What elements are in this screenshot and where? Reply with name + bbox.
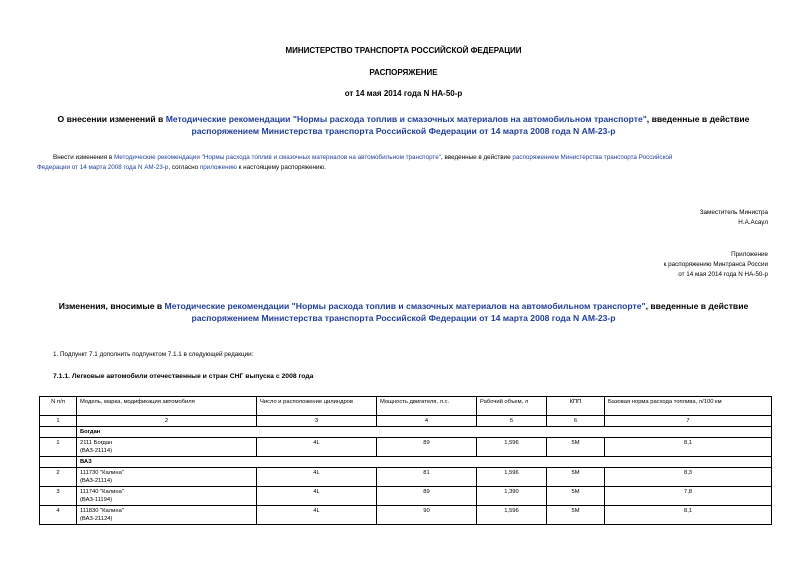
cell-power: 81 (377, 468, 477, 487)
model-code: (ВАЗ-21124) (80, 516, 113, 522)
cell-n: 4 (40, 506, 77, 525)
model-name: 111830 "Калина" (80, 508, 124, 514)
cell-cylinders: 4L (257, 506, 377, 525)
title-mid: , введенные в действие (646, 114, 750, 124)
appendix-block (468, 250, 768, 280)
cell-cylinders: 4L (257, 438, 377, 457)
appendix-title (0, 300, 807, 324)
document-title (0, 113, 807, 137)
cell-gearbox: 5М (547, 468, 605, 487)
appendix-title-mid: , введенные в действие (645, 301, 749, 311)
group-spacer (40, 457, 77, 468)
fuel-norms-table (39, 396, 772, 525)
clause-text: 1. Подпункт 7.1 дополнить подпунктом 7.1.1 в следующей редакции: (53, 351, 254, 358)
cell-gearbox: 5М (547, 506, 605, 525)
cell-volume: 1,596 (477, 438, 547, 457)
main-paragraph (37, 153, 777, 173)
cell-model (77, 506, 257, 525)
model-code: (ВАЗ-21114) (80, 448, 113, 454)
guidelines-link[interactable]: Методические рекомендации "Нормы расхода топлив и смазочных материалов на автомобильном транспорте" (165, 114, 647, 124)
col-header-n: N п/п (40, 397, 77, 416)
model-code: (ВАЗ-21114) (80, 478, 113, 484)
cell-norm: 8,1 (605, 438, 772, 457)
model-name: 111730 "Калина" (80, 470, 124, 476)
col-number: 4 (377, 416, 477, 427)
table-row (40, 468, 772, 487)
signature-block (468, 208, 768, 228)
col-number: 2 (77, 416, 257, 427)
cell-cylinders: 4L (257, 487, 377, 506)
cell-volume: 1,596 (477, 468, 547, 487)
paragraph-mid: , введенные в действие (441, 154, 513, 161)
paragraph-prefix: Внести изменения в (53, 154, 114, 161)
appendix-line3: от 14 мая 2014 года N НА-50-р (678, 271, 768, 278)
document-date: от 14 мая 2014 года N НА-50-р (344, 89, 463, 98)
col-number: 3 (257, 416, 377, 427)
table-row (40, 438, 772, 457)
paragraph-order-link-b[interactable]: Федерации от 14 марта 2008 года N АМ-23-р (37, 164, 169, 171)
col-number: 7 (605, 416, 772, 427)
cell-norm: 7,8 (605, 487, 772, 506)
cell-n: 1 (40, 438, 77, 457)
col-header-volume: Рабочий объем, л (477, 397, 547, 416)
cell-power: 89 (377, 487, 477, 506)
model-name: 111740 "Калина" (80, 489, 124, 495)
appendix-order-link[interactable]: распоряжением Министерства транспорта Российской Федерации от 14 марта 2008 года N АМ-23-р (191, 313, 616, 323)
table-group-row (40, 427, 772, 438)
order-link[interactable]: распоряжением Министерства транспорта Российской Федерации от 14 марта 2008 года N АМ-23-р (191, 126, 616, 136)
cell-norm: 8,3 (605, 468, 772, 487)
cell-gearbox: 5М (547, 487, 605, 506)
title-prefix: О внесении изменений в (57, 114, 166, 124)
appendix-guidelines-link[interactable]: Методические рекомендации "Нормы расхода топлив и смазочных материалов на автомобильном транспорте" (164, 301, 646, 311)
cell-volume: 1,390 (477, 487, 547, 506)
group-label-bogdan: Богдан (77, 427, 772, 438)
cell-model (77, 468, 257, 487)
paragraph-mid2: , согласно (168, 164, 200, 171)
appendix-title-prefix: Изменения, вносимые в (58, 301, 165, 311)
paragraph-suffix: к настоящему распоряжению. (236, 164, 326, 171)
signature-name: Н.А.Асаул (738, 219, 768, 226)
col-number: 5 (477, 416, 547, 427)
cell-model (77, 487, 257, 506)
group-spacer (40, 427, 77, 438)
table-group-row (40, 457, 772, 468)
cell-cylinders: 4L (257, 468, 377, 487)
col-number: 1 (40, 416, 77, 427)
cell-gearbox: 5М (547, 438, 605, 457)
appendix-label: Приложение (731, 251, 768, 258)
model-name: 2111 Богдан (80, 440, 113, 446)
cell-n: 3 (40, 487, 77, 506)
paragraph-order-link-a[interactable]: распоряжением Министерства транспорта Российской (512, 154, 673, 161)
col-header-norm: Базовая норма расхода топлива, л/100 км (605, 397, 772, 416)
group-label-vaz: ВАЗ (77, 457, 772, 468)
table-row (40, 506, 772, 525)
table-number-row (40, 416, 772, 427)
col-header-model: Модель, марка, модификация автомобиля (77, 397, 257, 416)
signature-position: Заместитель Министра (699, 209, 768, 216)
table-header-row (40, 397, 772, 416)
subclause-heading: 7.1.1. Легковые автомобили отечественные и стран СНГ выпуска с 2008 года (53, 373, 314, 380)
model-code: (ВАЗ-11194) (80, 497, 113, 503)
appendix-link[interactable]: приложению (199, 164, 237, 171)
col-header-cylinders: Число и расположение цилиндров (257, 397, 377, 416)
ministry-heading: МИНИСТЕРСТВО ТРАНСПОРТА РОССИЙСКОЙ ФЕДЕРАЦИИ (285, 46, 522, 55)
document-type: РАСПОРЯЖЕНИЕ (369, 68, 438, 77)
paragraph-guidelines-link[interactable]: Методические рекомендации "Нормы расхода топлив и смазочных материалов на автомобильном транспорте" (113, 154, 441, 161)
appendix-line2: к распоряжению Минтранса России (663, 261, 768, 268)
cell-power: 89 (377, 438, 477, 457)
table-row (40, 487, 772, 506)
cell-model (77, 438, 257, 457)
cell-norm: 8,1 (605, 506, 772, 525)
col-header-gearbox: КПП (547, 397, 605, 416)
cell-volume: 1,596 (477, 506, 547, 525)
cell-power: 90 (377, 506, 477, 525)
cell-n: 2 (40, 468, 77, 487)
col-header-power: Мощность двигателя, л.с. (377, 397, 477, 416)
col-number: 6 (547, 416, 605, 427)
